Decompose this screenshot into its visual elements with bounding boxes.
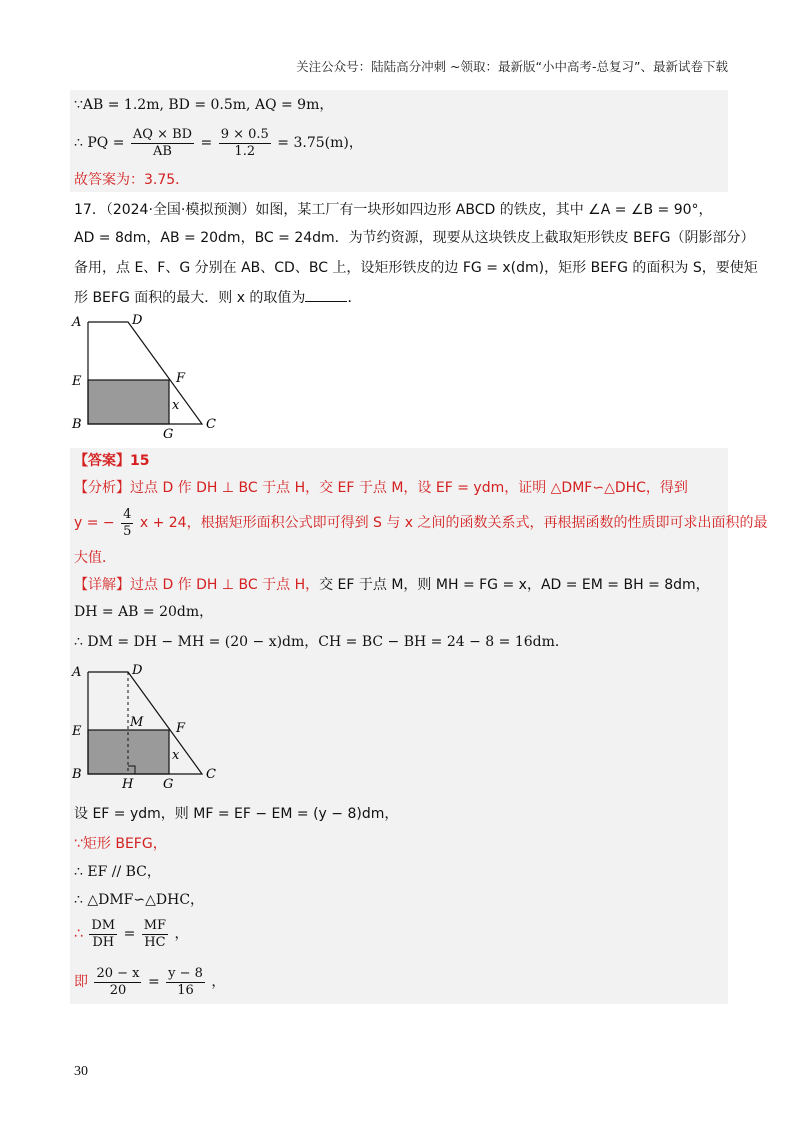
label-b-2: B <box>72 767 82 782</box>
pq-result: = 3.75(m)， <box>277 135 363 151</box>
fraction-4-5: $\frac{4}{5}$ <box>123 506 132 539</box>
analysis-line-1: 【分析】过点 D 作 DH ⊥ BC 于点 H，交 EF 于点 M，设 EF = ydm，证明 △DMF∽△DHC，得到 <box>74 480 688 496</box>
answer-line: 【答案】15 <box>74 453 150 469</box>
label-f: F <box>176 371 186 386</box>
fraction-aqbd-ab: $\frac{AQ \times BD}{AB}$ <box>132 126 193 159</box>
analysis-line-3: 大值． <box>74 550 116 566</box>
label-g-2: G <box>163 777 174 792</box>
label-c-2: C <box>206 767 216 782</box>
fraction-dm-dh: $\frac{DM}{DH}$ <box>91 917 116 950</box>
step-3: ∴ EF // BC， <box>74 864 161 880</box>
label-a-2: A <box>72 665 82 680</box>
problem-line-4: 形 BEFG 面积的最大．则 x 的取值为 ． <box>74 287 361 308</box>
label-d: D <box>132 313 143 328</box>
fraction-y-8-over-16: $\frac{y - 8}{16}$ <box>168 965 203 998</box>
step-2: ∵矩形 BEFG， <box>74 836 167 852</box>
figure-with-height-dh <box>66 660 226 794</box>
label-c: C <box>206 417 216 432</box>
problem-line-2: AD = 8dm，AB = 20dm，BC = 24dm．为节约资源，现要从这块铁皮上截取矩形铁皮 BEFG（阴影部分） <box>74 230 755 246</box>
page-number: 30 <box>74 1064 88 1079</box>
label-a: A <box>72 315 82 330</box>
previous-answer: 故答案为：3.75． <box>74 172 190 188</box>
given-values-line: ∵AB = 1.2m, BD = 0.5m, AQ = 9m， <box>74 97 334 113</box>
label-b: B <box>72 417 82 432</box>
figure-quadrilateral-abcd <box>66 310 226 442</box>
label-e: E <box>72 374 82 389</box>
detail-line-1: 【详解】过点 D 作 DH ⊥ BC 于点 H，交 EF 于点 M，则 MH = FG = x，AD = EM = BH = 8dm， <box>74 577 710 593</box>
label-g: G <box>163 427 174 442</box>
page-header: 关注公众号：陆陆高分冲刺 ~领取：最新版“小中高考-总复习”、最新试卷下载 <box>296 59 728 74</box>
fraction-9x05-12: $\frac{9 \times 0.5}{1.2}$ <box>220 126 269 159</box>
step-6: 即 $\frac{20 - x}{20}$ = $\frac{y - 8}{16}$ ， <box>74 965 226 998</box>
label-x: x <box>172 398 180 413</box>
fraction-20-x-over-20: $\frac{20 - x}{20}$ <box>96 965 140 998</box>
label-m: M <box>130 715 144 730</box>
step-1: 设 EF = ydm，则 MF = EF − EM = (y − 8)dm， <box>74 806 399 822</box>
shaded-rectangle-befg <box>88 380 169 424</box>
problem-line-3: 备用，点 E、F、G 分别在 AB、CD、BC 上，设矩形铁皮的边 FG = x(dm)，矩形 BEFG 的面积为 S，要使矩 <box>74 260 758 276</box>
label-e-2: E <box>72 724 82 739</box>
pq-lead: ∴ PQ = <box>74 135 125 151</box>
problem-line-1: 17．（2024·全国·模拟预测）如图，某工厂有一块形如四边形 ABCD 的铁皮，其中 ∠A = ∠B = 90°， <box>74 202 713 218</box>
label-f-2: F <box>176 721 186 736</box>
pq-calculation-line: ∴ PQ = $\frac{AQ \times BD}{AB}$ = $\frac{9 \times 0.5}{1.2}$ = 3.75(m)， <box>74 126 363 159</box>
label-x-2: x <box>172 748 180 763</box>
fraction-mf-hc: $\frac{MF}{HC}$ <box>143 917 167 950</box>
analysis-line-2: y = − $\frac{4}{5}$ x + 24，根据矩形面积公式即可得到 S 与 x 之间的函数关系式，再根据函数的性质即可求出面积的最 <box>74 506 768 539</box>
step-4: ∴ △DMF∽△DHC， <box>74 892 205 908</box>
detail-line-2: DH = AB = 20dm， <box>74 604 214 620</box>
answer-blank <box>305 287 347 302</box>
step-5: ∴ $\frac{DM}{DH}$ = $\frac{MF}{HC}$ ， <box>74 917 189 950</box>
label-h: H <box>122 777 134 792</box>
label-d-2: D <box>132 663 143 678</box>
detail-line-3: ∴ DM = DH − MH = (20 − x)dm，CH = BC − BH = 24 − 8 = 16dm． <box>74 634 569 650</box>
